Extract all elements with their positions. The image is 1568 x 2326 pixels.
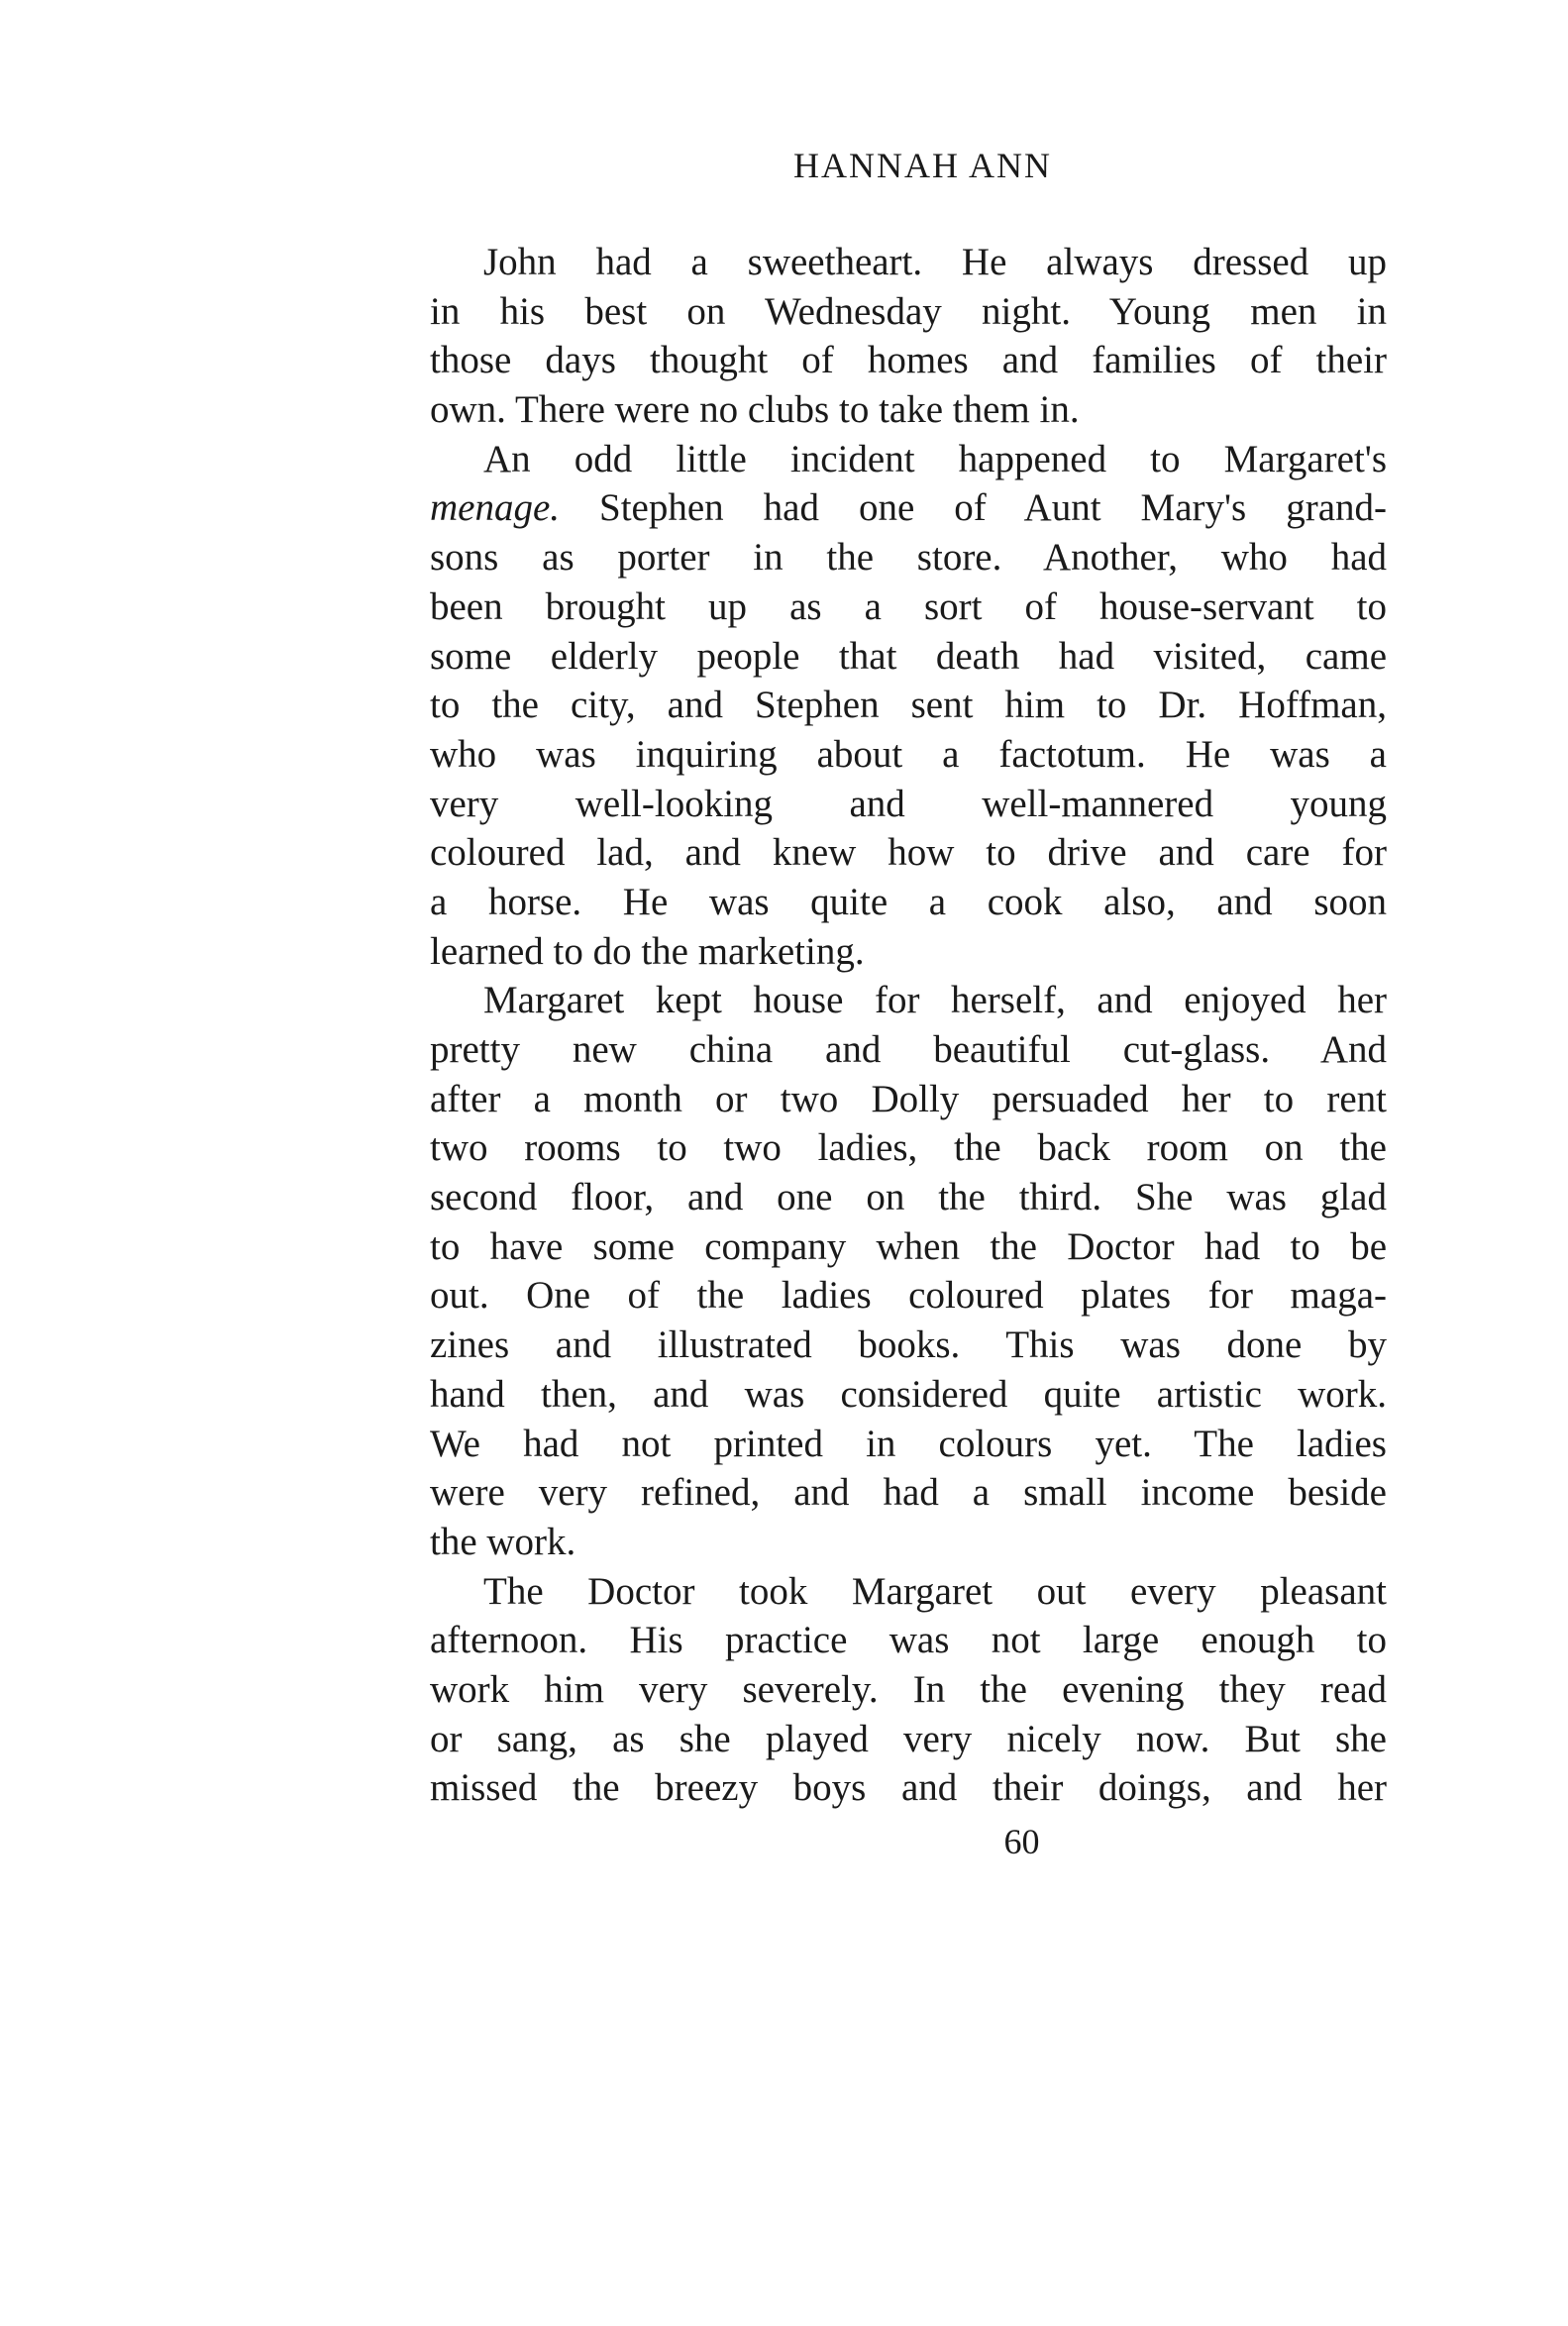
line-text: two rooms to two ladies, the back room on the (430, 1126, 1387, 1170)
text-line (430, 1123, 1387, 1173)
paragraph (430, 1567, 1387, 1813)
paragraph (430, 976, 1387, 1566)
text-line (430, 1420, 1387, 1469)
line-text: to have some company when the Doctor had to be (430, 1224, 1387, 1268)
text-line (430, 1321, 1387, 1370)
line-text: An odd little incident happened to Margaret's (483, 437, 1387, 480)
line-text: missed the breezy boys and their doings, and her (430, 1766, 1387, 1810)
line-text: own. There were no clubs to take them in. (430, 388, 1080, 432)
text-line (430, 828, 1387, 878)
text-line (430, 1665, 1387, 1715)
line-text: out. One of the ladies coloured plates for maga- (430, 1274, 1387, 1318)
text-line (430, 1271, 1387, 1321)
text-line (430, 632, 1387, 682)
line-text: work him very severely. In the evening they read (430, 1667, 1387, 1711)
line-text: John had a sweetheart. He always dressed up (483, 241, 1387, 283)
text-line (430, 681, 1387, 730)
line-text: Stephen had one of Aunt Mary's grand- (560, 486, 1387, 530)
text-line (430, 1173, 1387, 1222)
line-text: the work. (430, 1520, 576, 1563)
text-line (430, 1715, 1387, 1764)
text-line (430, 1518, 1387, 1567)
paragraph (430, 435, 1387, 977)
line-text: been brought up as a sort of house-servant to (430, 584, 1387, 628)
paragraph (430, 238, 1387, 435)
line-text: or sang, as she played very nicely now. But she (430, 1717, 1387, 1760)
page-number: 60 (1003, 1822, 1040, 1861)
line-text: zines and illustrated books. This was done by (430, 1323, 1387, 1367)
italic-word: menage. (430, 486, 561, 530)
text-line (430, 1616, 1387, 1665)
line-text: afternoon. His practice was not large enough to (430, 1619, 1387, 1662)
line-text: The Doctor took Margaret out every pleasant (483, 1569, 1387, 1613)
line-text: who was inquiring about a factotum. He was a (430, 732, 1387, 776)
text-line (430, 1075, 1387, 1124)
text-line (430, 1025, 1387, 1075)
line-text: those days thought of homes and families of their (430, 339, 1387, 382)
text-line (430, 287, 1387, 337)
line-text: a horse. He was quite a cook also, and soon (430, 880, 1387, 923)
line-text: pretty new china and beautiful cut-glass. And (430, 1028, 1387, 1071)
text-line (430, 336, 1387, 385)
line-text: after a month or two Dolly persuaded her to rent (430, 1077, 1387, 1120)
text-line (430, 976, 1387, 1025)
text-line (430, 1763, 1387, 1813)
line-text: hand then, and was considered quite artistic work. (430, 1372, 1387, 1416)
line-text: We had not printed in colours yet. The ladies (430, 1422, 1387, 1465)
text-line (430, 385, 1387, 435)
line-text: some elderly people that death had visited, came (430, 634, 1387, 678)
text-line (430, 927, 1387, 977)
text-line (430, 780, 1387, 829)
text-line (430, 238, 1387, 287)
line-text: learned to do the marketing. (430, 929, 865, 973)
line-text: Margaret kept house for herself, and enjoyed her (483, 979, 1387, 1022)
text-line (430, 533, 1387, 582)
text-line (430, 1567, 1387, 1617)
line-text: in his best on Wednesday night. Young men in (430, 289, 1387, 333)
line-text: sons as porter in the store. Another, who had (430, 536, 1387, 580)
text-line (430, 582, 1387, 632)
text-line (430, 1468, 1387, 1518)
line-text: coloured lad, and knew how to drive and care for (430, 831, 1387, 875)
line-text: very well-looking and well-mannered young (430, 782, 1387, 825)
text-line (430, 730, 1387, 780)
running-header: HANNAH ANN (793, 146, 1052, 185)
line-text: to the city, and Stephen sent him to Dr. Hoffman, (430, 684, 1387, 727)
text-line (430, 1222, 1387, 1272)
line-text: were very refined, and had a small income beside (430, 1471, 1387, 1515)
text-line (430, 483, 1387, 533)
text-line (430, 1370, 1387, 1420)
text-line (430, 878, 1387, 927)
text-line (430, 435, 1387, 484)
line-text: second floor, and one on the third. She was glad (430, 1176, 1387, 1219)
body-text (430, 238, 1387, 1813)
